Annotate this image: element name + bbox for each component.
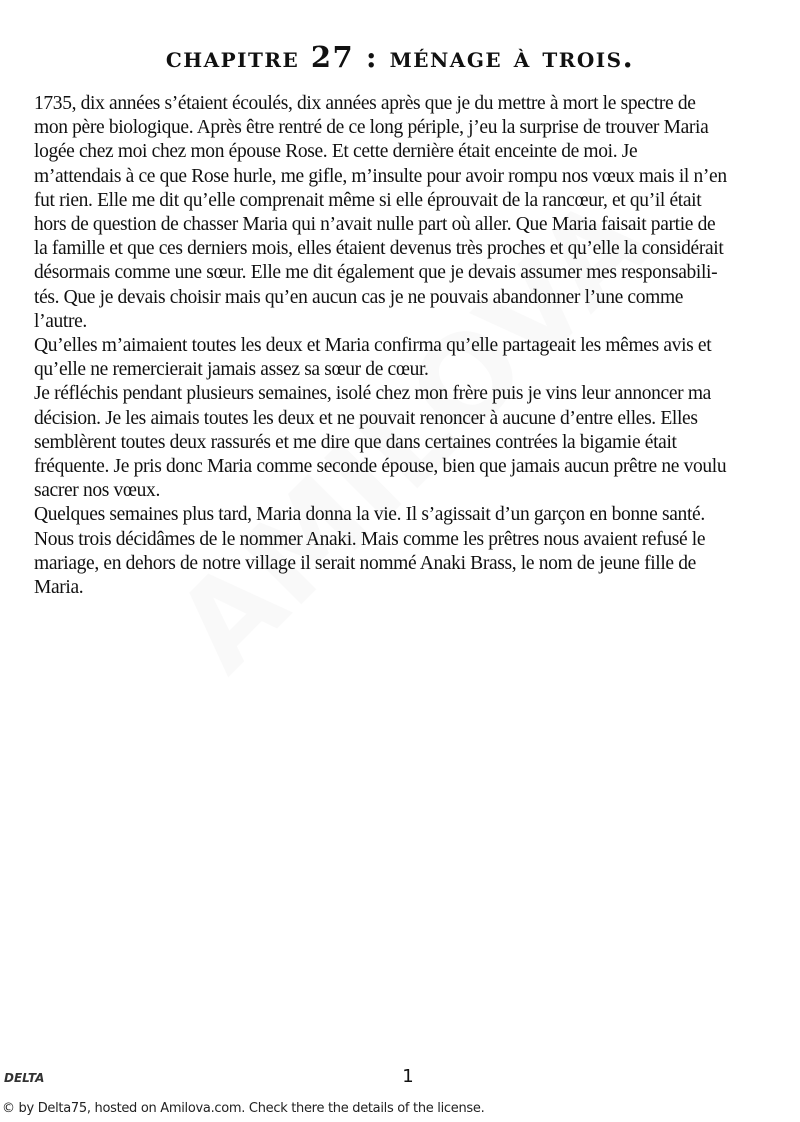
text-line: mon père biologique. Après être rentré de ce long périple, j’eu la surprise de trouver Maria xyxy=(34,117,709,139)
text-line: Qu’elles m’aimaient toutes les deux et Maria confirma qu’elle partageait les mêmes avis et xyxy=(34,335,712,357)
license-notice: © by Delta75, hosted on Amilova.com. Check there the details of the license. xyxy=(2,1101,485,1116)
text-line: l’autre. xyxy=(34,310,87,332)
text-line: semblèrent toutes deux rassurés et me dire que dans certaines contrées la bigamie était xyxy=(34,431,677,453)
chapter-title: chapitre 27 : ménage à trois. xyxy=(165,40,635,74)
text-line: Maria. xyxy=(34,577,84,599)
chapter-body xyxy=(34,92,774,600)
text-line: logée chez moi chez mon épouse Rose. Et cette dernière était enceinte de moi. Je xyxy=(34,141,638,163)
text-line: Je réfléchis pendant plusieurs semaines, isolé chez mon frère puis je vins leur annoncer ma xyxy=(34,383,711,405)
text-line: décision. Je les aimais toutes les deux et ne pouvait renoncer à aucune d’entre elles. Elles xyxy=(34,407,698,429)
text-line: tés. Que je devais choisir mais qu’en aucun cas je ne pouvais abandonner l’une comme xyxy=(34,286,684,308)
text-line: 1735, dix années s’étaient écoulés, dix années après que je du mettre à mort le spectre de xyxy=(34,93,696,114)
text-line: sacrer nos vœux. xyxy=(34,480,160,502)
text-line: Quelques semaines plus tard, Maria donna la vie. Il s’agissait d’un garçon en bonne santé. xyxy=(34,504,705,526)
page-number: 1 xyxy=(402,1066,414,1087)
text-line: qu’elle ne remercierait jamais assez sa sœur de cœur. xyxy=(34,359,429,381)
text-line: désormais comme une sœur. Elle me dit également que je devais assumer mes responsabili- xyxy=(34,262,718,284)
text-line: fréquente. Je pris donc Maria comme seconde épouse, bien que jamais aucun prêtre ne voulu xyxy=(34,456,727,478)
text-line: Nous trois décidâmes de le nommer Anaki. Mais comme les prêtres nous avaient refusé le xyxy=(34,528,706,550)
text-line: fut rien. Elle me dit qu’elle comprenait même si elle éprouvait de la rancœur, et qu’il était xyxy=(34,189,702,211)
text-line: m’attendais à ce que Rose hurle, me gifle, m’insulte pour avoir rompu nos vœux mais il n’en xyxy=(34,165,727,187)
author-logo: DELTA xyxy=(4,1071,45,1085)
text-line: la famille et que ces derniers mois, elles étaient devenus très proches et qu’elle la considérait xyxy=(34,238,724,260)
text-line: mariage, en dehors de notre village il serait nommé Anaki Brass, le nom de jeune fille de xyxy=(34,552,696,574)
text-line: hors de question de chasser Maria qui n’avait nulle part où aller. Que Maria faisait partie de xyxy=(34,214,716,236)
